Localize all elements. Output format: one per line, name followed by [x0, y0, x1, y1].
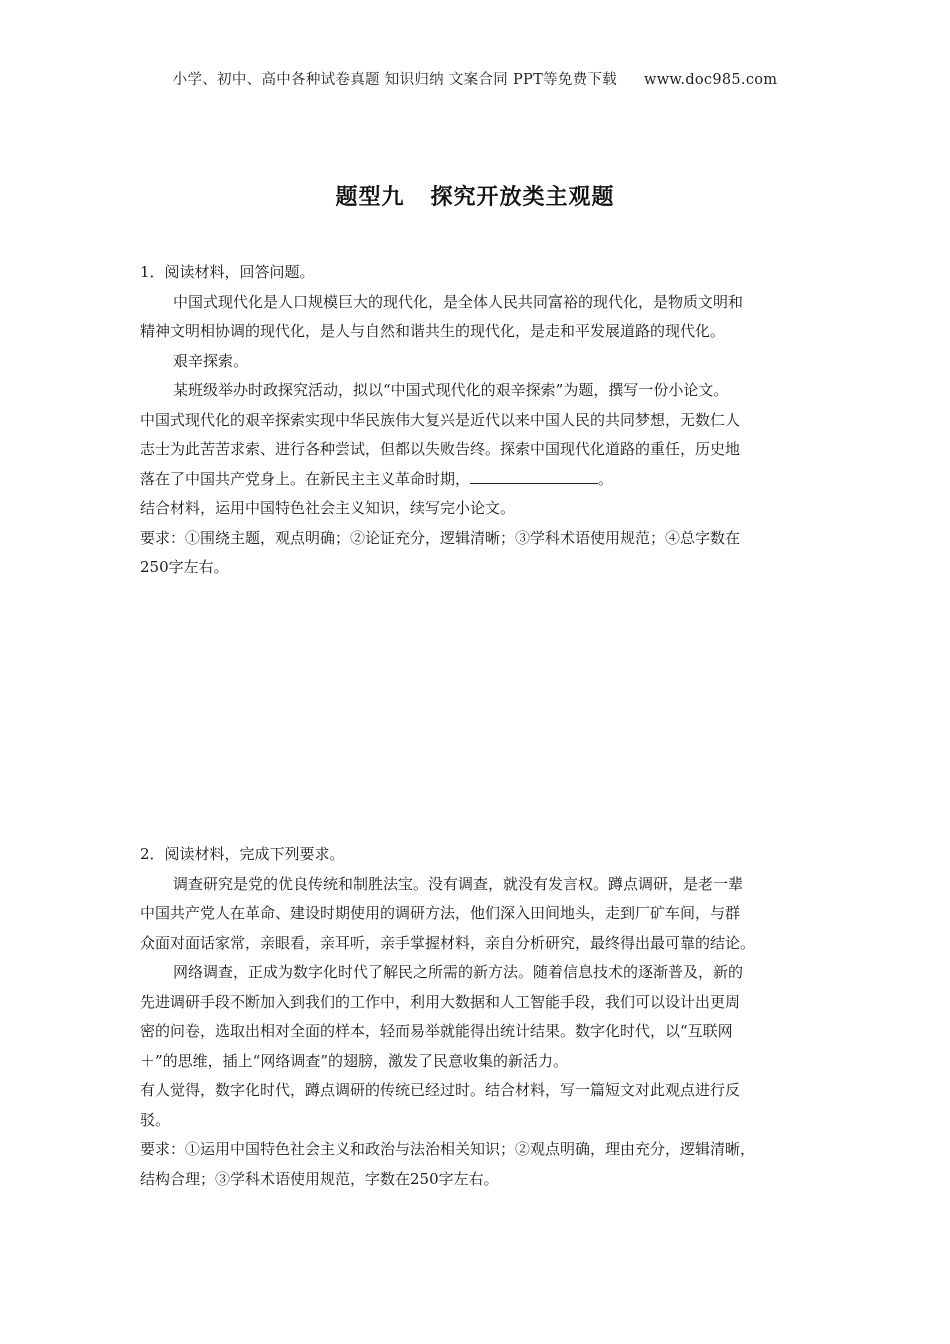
page-header — [0, 68, 950, 89]
header-site: www.doc985.com — [644, 72, 778, 88]
page-title — [0, 180, 950, 211]
q1-essay-heading: 艰辛探索。 — [173, 351, 249, 370]
q1-prompt: 1．阅读材料，回答问题。 — [140, 263, 315, 281]
question-1 — [140, 258, 820, 583]
q1-answer-blank[interactable] — [470, 467, 598, 484]
header-text: 小学、初中、高中各种试卷真题 知识归纳 文案合同 PPT等免费下载 — [172, 72, 618, 88]
title-part1: 题型九 — [335, 185, 405, 210]
q1-material-line: 志士为此苦苦求索、进行各种尝试，但都以失败告终。探索中国现代化道路的重任，历史地 — [140, 440, 741, 458]
q1-requirements-cont: 250字左右。 — [140, 558, 229, 576]
q2-requirements: 要求：①运用中国特色社会主义和政治与法治相关知识；②观点明确，理由充分，逻辑清晰， — [140, 1140, 756, 1158]
q1-material-line: 中国式现代化的艰辛探索实现中华民族伟大复兴是近代以来中国人民的共同梦想，无数仁人 — [140, 410, 741, 429]
q1-material-line — [140, 465, 820, 495]
q2-material-line: ＋”的思维，插上“网络调查”的翅膀，激发了民意收集的新活力。 — [140, 1051, 569, 1070]
q1-line-end: 。 — [598, 469, 614, 488]
q2-material-line: 中国共产党人在革命、建设时期使用的调研方法，他们深入田间地头，走到厂矿车间，与群 — [140, 904, 741, 922]
q1-material-line: 精神文明相协调的现代化，是人与自然和谐共生的现代化，是走和平发展道路的现代化。 — [140, 322, 726, 340]
q2-prompt: 2．阅读材料，完成下列要求。 — [140, 845, 345, 863]
question-2 — [140, 840, 820, 1194]
title-part2: 探究开放类主观题 — [430, 185, 615, 210]
q2-material-line: 先进调研手段不断加入到我们的工作中，利用大数据和人工智能手段，我们可以设计出更周 — [140, 992, 741, 1011]
q1-task: 结合材料，运用中国特色社会主义知识，续写完小论文。 — [140, 499, 516, 517]
q1-line-text: 落在了中国共产党身上。在新民主主义革命时期， — [140, 469, 471, 488]
q2-material-line: 调查研究是党的优良传统和制胜法宝。没有调查，就没有发言权。蹲点调研，是老一辈 — [173, 874, 744, 893]
q1-material-line: 某班级举办时政探究活动，拟以“中国式现代化的艰辛探索”为题，撰写一份小论文。 — [173, 381, 729, 399]
q1-requirements: 要求：①围绕主题，观点明确；②论证充分，逻辑清晰；③学科术语使用规范；④总字数在 — [140, 528, 741, 547]
q2-material-line: 网络调查，正成为数字化时代了解民之所需的新方法。随着信息技术的逐渐普及，新的 — [173, 963, 744, 981]
q2-material-line: 众面对面话家常，亲眼看，亲耳听，亲手掌握材料，亲自分析研究，最终得出最可靠的结论。 — [140, 933, 756, 952]
q2-requirements-cont: 结构合理；③学科术语使用规范，字数在250字左右。 — [140, 1169, 499, 1188]
q1-material-line: 中国式现代化是人口规模巨大的现代化，是全体人民共同富裕的现代化，是物质文明和 — [173, 292, 744, 311]
q2-material-line: 密的问卷，选取出相对全面的样本，轻而易举就能得出统计结果。数字化时代，以“互联网 — [140, 1022, 733, 1040]
q2-task: 有人觉得，数字化时代，蹲点调研的传统已经过时。结合材料，写一篇短文对此观点进行反 — [140, 1081, 741, 1099]
q2-task-cont: 驳。 — [140, 1110, 171, 1129]
